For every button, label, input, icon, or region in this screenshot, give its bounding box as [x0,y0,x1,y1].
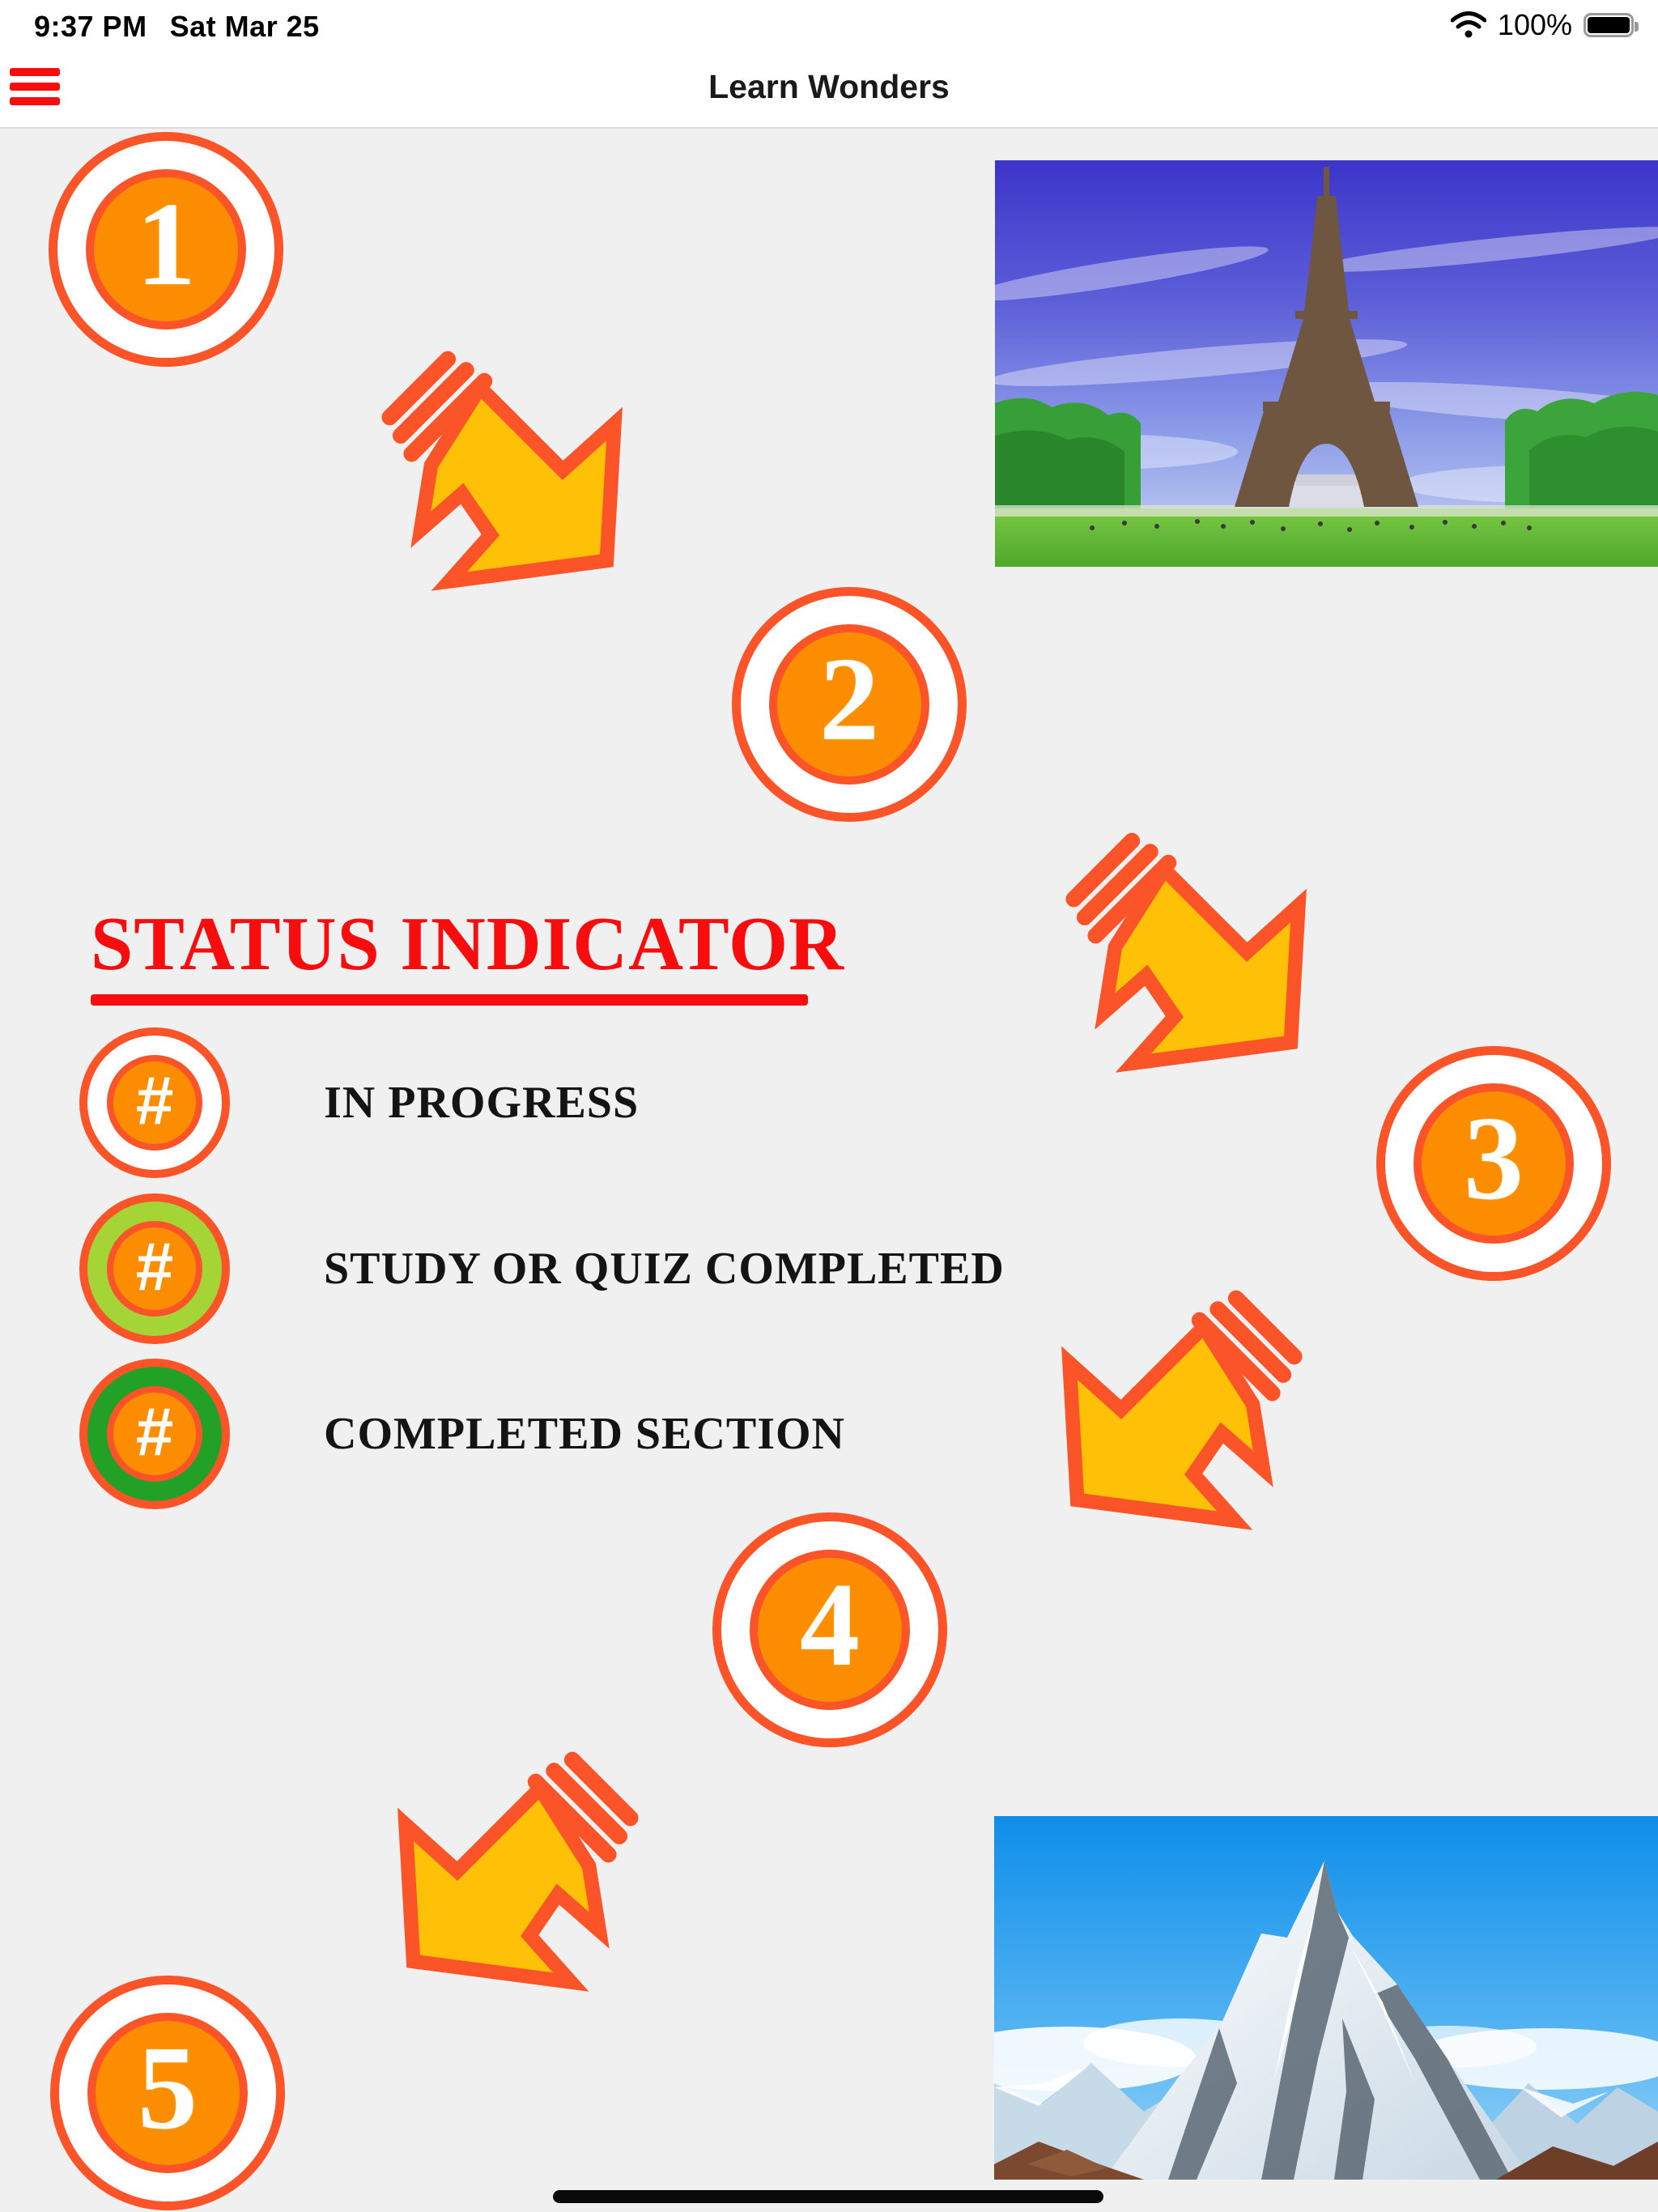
clock-date: Sat Mar 25 [169,10,320,43]
mountain-photo[interactable] [994,1816,1658,2180]
legend-item-study-quiz-completed [79,1193,1132,1344]
status-indicator-heading: STATUS INDICATOR [91,902,844,986]
page-title: Learn Wonders [708,68,950,105]
step-number: 3 [1464,1092,1524,1225]
hash-symbol: # [135,1062,174,1138]
legend-label: COMPLETED SECTION [324,1409,845,1459]
legend-label: IN PROGRESS [324,1078,640,1128]
step-circle-3[interactable] [1376,1046,1611,1281]
step-number: 5 [138,2022,198,2155]
battery-percent: 100% [1497,8,1572,41]
study-quiz-completed-badge-icon [79,1193,230,1344]
step-circle-2[interactable] [732,587,967,822]
wifi-icon [1451,11,1486,39]
battery-icon [1584,13,1634,37]
heading-underline [91,994,808,1006]
eiffel-tower-photo[interactable] [995,160,1658,567]
step-circle-1[interactable] [49,132,283,367]
hash-symbol: # [135,1228,174,1304]
step-number: 1 [136,178,196,311]
flow-arrow-4 [364,1737,664,2036]
step-circle-5[interactable] [50,1976,285,2210]
hash-symbol: # [135,1393,174,1470]
flow-arrow-1 [356,336,656,636]
legend-item-in-progress [79,1027,1132,1178]
clock-time: 9:37 PM [34,10,147,43]
step-number: 2 [819,633,879,766]
legend-label: STUDY OR QUIZ COMPLETED [324,1244,1005,1294]
completed-section-badge-icon [79,1359,230,1509]
in-progress-badge-icon [79,1027,230,1178]
top-bar [0,0,1658,129]
status-indicators [1451,8,1634,42]
legend-item-completed-section [79,1359,1132,1509]
step-circle-4[interactable] [712,1512,947,1747]
step-number: 4 [800,1559,860,1691]
home-indicator[interactable] [553,2190,1103,2203]
status-time [34,10,320,44]
